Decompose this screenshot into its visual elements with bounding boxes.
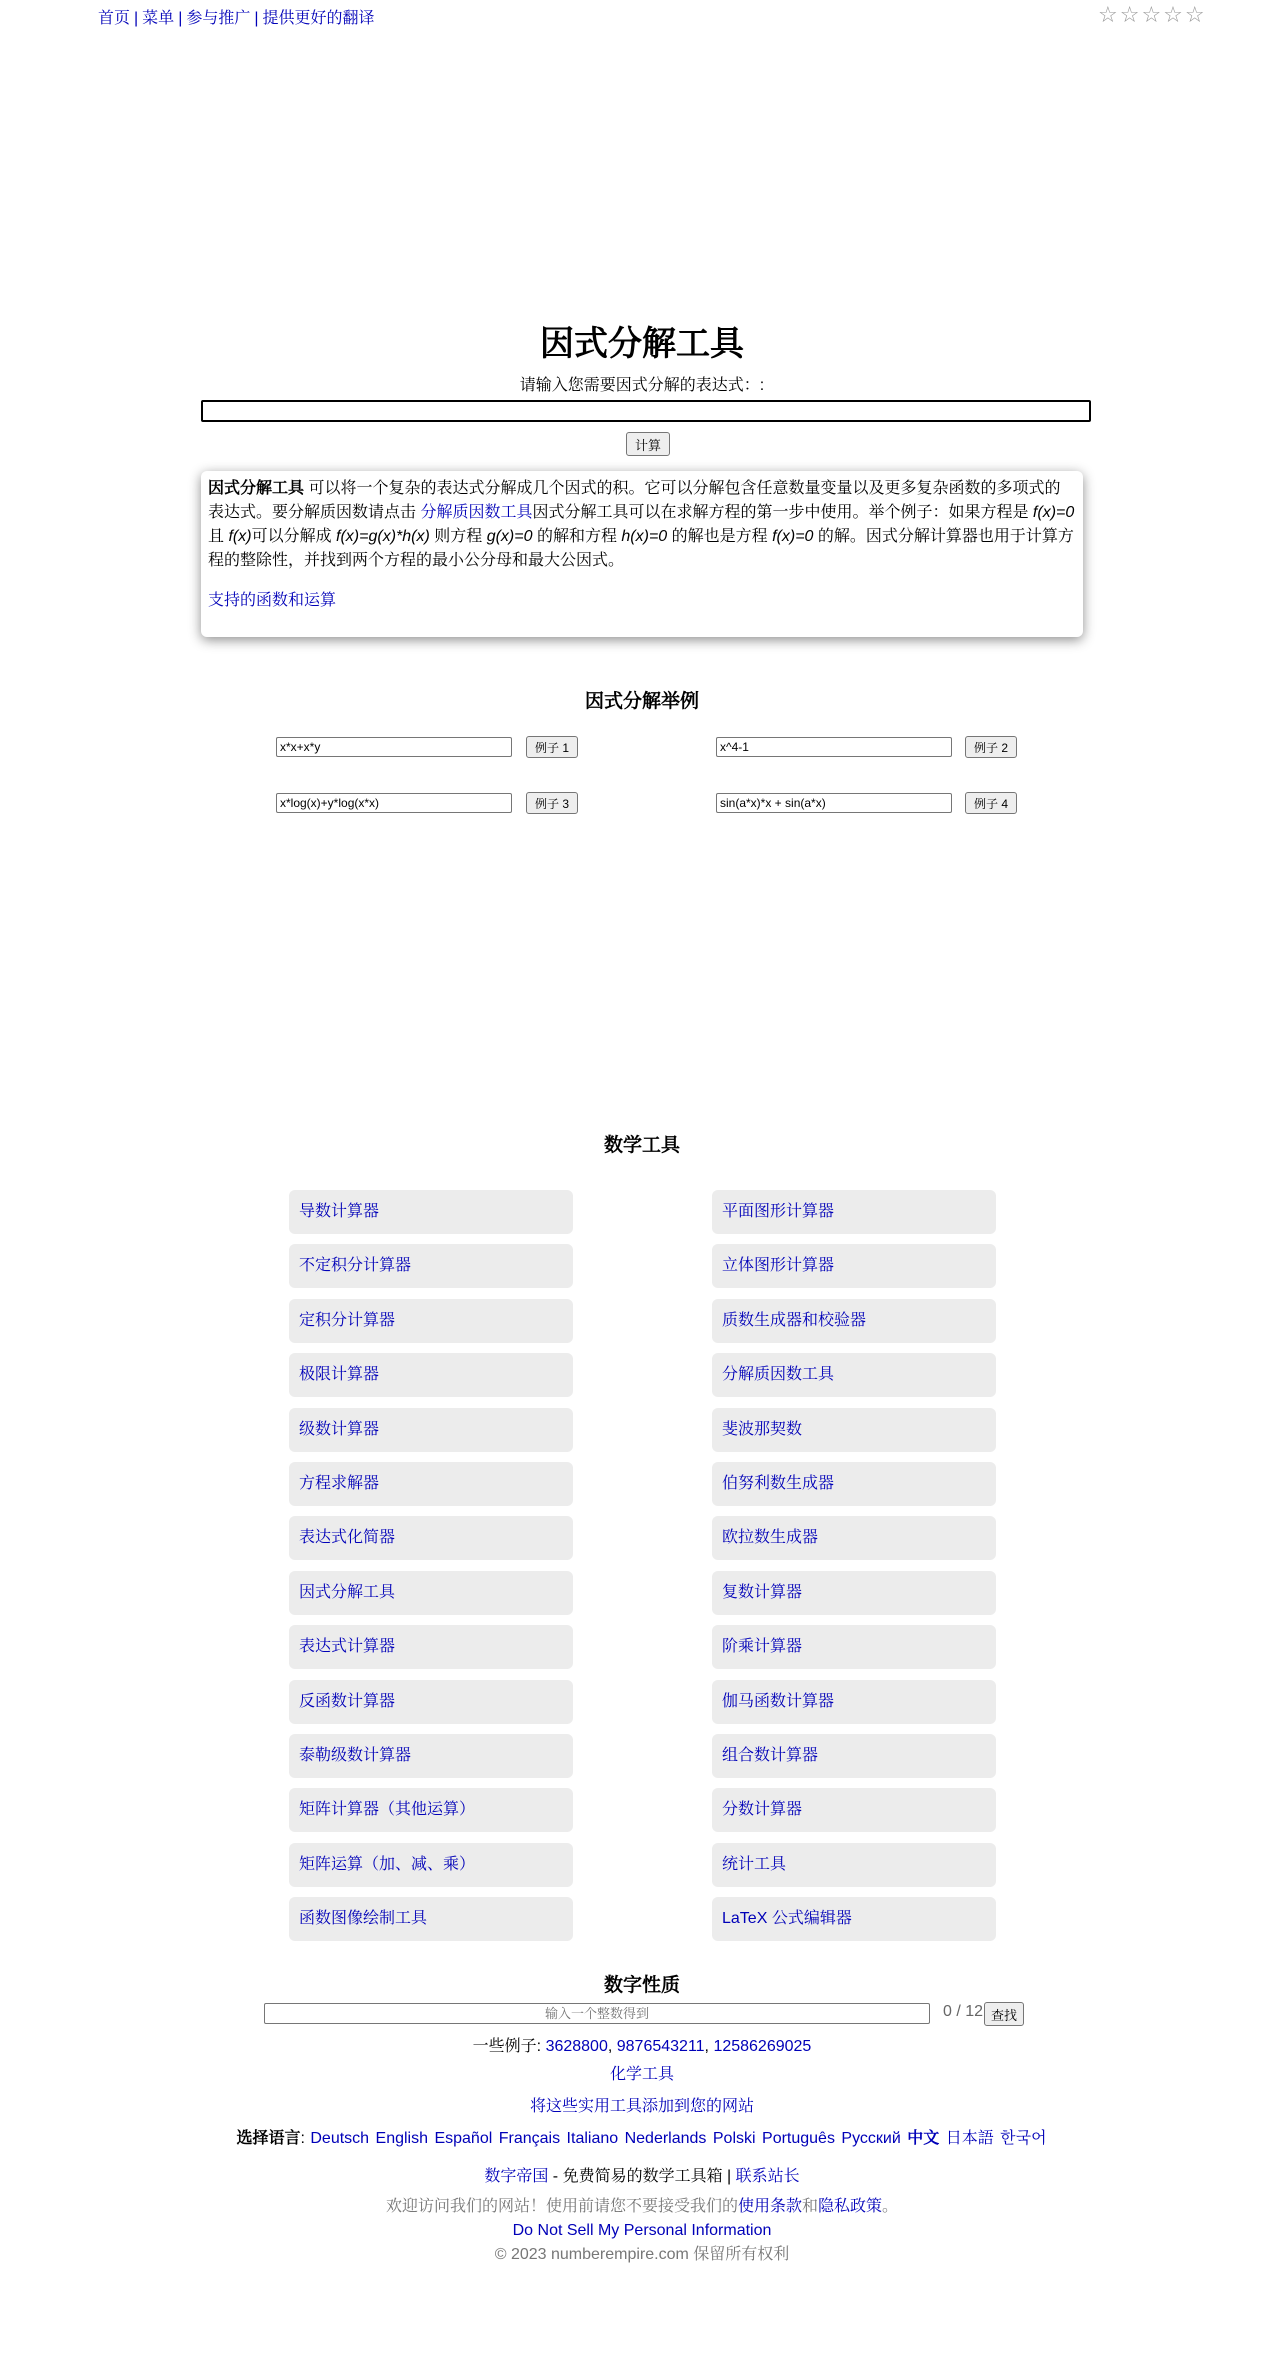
language-link[interactable]: Русский bbox=[841, 2130, 901, 2147]
contact-link[interactable]: 联系站长 bbox=[735, 2168, 800, 2185]
math-tool-link[interactable]: 函数图像绘制工具 bbox=[289, 1897, 573, 1941]
math-expression: g(x)=0 bbox=[486, 528, 533, 545]
math-tool-link[interactable]: 级数计算器 bbox=[289, 1408, 573, 1452]
welcome-line bbox=[0, 2196, 1284, 2218]
math-tool-link[interactable]: 表达式计算器 bbox=[289, 1625, 573, 1669]
info-text-part: 的解也是方程 bbox=[667, 528, 773, 545]
nav-menu-link[interactable]: 菜单 bbox=[142, 10, 175, 27]
supported-functions-link[interactable]: 支持的函数和运算 bbox=[208, 592, 337, 609]
math-expression: f(x)=0 bbox=[1032, 504, 1075, 521]
example-button-3[interactable]: 例子 3 bbox=[526, 792, 578, 814]
math-tool-link[interactable]: 分数计算器 bbox=[712, 1788, 996, 1832]
dnsmpi-line bbox=[0, 2220, 1284, 2242]
math-tool-link[interactable]: 导数计算器 bbox=[289, 1190, 573, 1234]
number-properties-heading: 数字性质 bbox=[603, 1975, 680, 1996]
integer-input[interactable] bbox=[264, 2003, 930, 2024]
calculate-button[interactable]: 计算 bbox=[626, 432, 670, 456]
math-tool-link[interactable]: 平面图形计算器 bbox=[712, 1190, 996, 1234]
language-link[interactable]: Français bbox=[498, 2130, 561, 2147]
number-example-link[interactable]: 3628800 bbox=[545, 2038, 608, 2055]
math-expression: f(x)=g(x)*h(x) bbox=[336, 528, 430, 545]
math-tool-link[interactable]: 定积分计算器 bbox=[289, 1299, 573, 1343]
math-tool-link[interactable]: 表达式化简器 bbox=[289, 1516, 573, 1560]
input-length-counter: 0 / 12 bbox=[943, 2003, 984, 2020]
language-link[interactable]: English bbox=[375, 2130, 428, 2147]
info-text-part: 因式分解工具可以在求解方程的第一步中使用。举个例子：如果方程是 bbox=[532, 504, 1033, 521]
site-tagline: - 免费简易的数学工具箱 | bbox=[548, 2168, 736, 2185]
comma-separator: , bbox=[607, 2038, 617, 2055]
language-link[interactable]: Deutsch bbox=[310, 2130, 370, 2147]
number-examples bbox=[0, 2036, 1284, 2058]
math-tool-link[interactable]: 复数计算器 bbox=[712, 1571, 996, 1615]
chemistry-tools-link[interactable]: 化学工具 bbox=[609, 2066, 674, 2083]
info-text bbox=[208, 477, 1076, 573]
math-tool-link[interactable]: 方程求解器 bbox=[289, 1462, 573, 1506]
language-link[interactable]: 中文 bbox=[907, 2130, 940, 2147]
language-link[interactable]: 日本語 bbox=[945, 2130, 994, 2147]
math-tool-link[interactable]: 反函数计算器 bbox=[289, 1680, 573, 1724]
expression-prompt: 请输入您需要因式分解的表达式：: bbox=[519, 377, 765, 394]
math-tool-link[interactable]: 阶乘计算器 bbox=[712, 1625, 996, 1669]
math-tools-heading: 数学工具 bbox=[603, 1135, 680, 1156]
and-text: 和 bbox=[801, 2198, 818, 2215]
math-tool-link[interactable]: 欧拉数生成器 bbox=[712, 1516, 996, 1560]
do-not-sell-link[interactable]: Do Not Sell My Personal Information bbox=[512, 2222, 772, 2239]
find-button[interactable]: 查找 bbox=[984, 2002, 1024, 2026]
nav-translate-link[interactable]: 提供更好的翻译 bbox=[262, 10, 375, 27]
period-text: 。 bbox=[882, 2198, 899, 2215]
info-text-part: 可以将一个复杂的表达式分解成几个因式的积。它可以分解包含任意数量变量以及更多复杂函数的多项式的表达式。要分解质因数请点击 bbox=[208, 480, 1061, 521]
math-tool-link[interactable]: 伽马函数计算器 bbox=[712, 1680, 996, 1724]
number-example-link[interactable]: 9876543211 bbox=[616, 2038, 705, 2055]
math-tool-link[interactable]: 矩阵计算器（其他运算） bbox=[289, 1788, 573, 1832]
math-tool-link[interactable]: 统计工具 bbox=[712, 1843, 996, 1887]
number-example-link[interactable]: 12586269025 bbox=[713, 2038, 812, 2055]
nav-separator: | bbox=[254, 10, 259, 27]
math-tool-link[interactable]: LaTeX 公式编辑器 bbox=[712, 1897, 996, 1941]
colon: : bbox=[300, 2130, 305, 2147]
math-tool-link[interactable]: 伯努利数生成器 bbox=[712, 1462, 996, 1506]
info-text-part: 的解。因式分解计算器也用于计算方程的整除性，并找到两个方程的最小公分母和最大公因式。 bbox=[208, 528, 1074, 569]
add-tools-line bbox=[0, 2096, 1284, 2118]
example-input-3[interactable] bbox=[276, 793, 512, 813]
math-tool-link[interactable]: 因式分解工具 bbox=[289, 1571, 573, 1615]
site-info-line bbox=[0, 2166, 1284, 2188]
add-tools-link[interactable]: 将这些实用工具添加到您的网站 bbox=[529, 2098, 754, 2115]
prime-factorization-link[interactable]: 分解质因数工具 bbox=[420, 504, 533, 521]
comma-separator: , bbox=[704, 2038, 714, 2055]
nav-home-link[interactable]: 首页 bbox=[98, 10, 131, 27]
nav-promote-link[interactable]: 参与推广 bbox=[186, 10, 251, 27]
info-text-part: 的解和方程 bbox=[532, 528, 622, 545]
info-panel bbox=[201, 471, 1083, 637]
math-tool-link[interactable]: 不定积分计算器 bbox=[289, 1244, 573, 1288]
info-bold-term: 因式分解工具 bbox=[208, 480, 305, 497]
math-tool-link[interactable]: 极限计算器 bbox=[289, 1353, 573, 1397]
math-tool-link[interactable]: 质数生成器和校验器 bbox=[712, 1299, 996, 1343]
math-tool-link[interactable]: 泰勒级数计算器 bbox=[289, 1734, 573, 1778]
language-link[interactable]: Español bbox=[434, 2130, 493, 2147]
example-input-4[interactable] bbox=[716, 793, 952, 813]
number-examples-label: 一些例子: bbox=[472, 2038, 546, 2055]
chem-tools-line bbox=[0, 2064, 1284, 2086]
nav-separator: | bbox=[134, 10, 139, 27]
math-expression: h(x)=0 bbox=[621, 528, 668, 545]
language-label: 选择语言 bbox=[236, 2130, 301, 2147]
language-link[interactable]: 한국어 bbox=[1000, 2130, 1047, 2147]
site-home-link[interactable]: 数字帝国 bbox=[484, 2168, 549, 2185]
language-link[interactable]: Nederlands bbox=[624, 2130, 707, 2147]
welcome-text: 欢迎访问我们的网站！使用前请您不要接受我们的 bbox=[385, 2198, 738, 2215]
page-title: 因式分解工具 bbox=[540, 325, 744, 363]
rating-stars[interactable]: ☆☆☆☆☆ bbox=[1098, 2, 1207, 27]
info-text-part: 且 bbox=[208, 528, 229, 545]
example-button-1[interactable]: 例子 1 bbox=[526, 736, 578, 758]
language-link[interactable]: Italiano bbox=[566, 2130, 619, 2147]
terms-link[interactable]: 使用条款 bbox=[737, 2198, 802, 2215]
language-link[interactable]: Português bbox=[762, 2130, 835, 2147]
nav-separator: | bbox=[178, 10, 183, 27]
math-expression: f(x)=0 bbox=[772, 528, 814, 545]
info-text-part: 则方程 bbox=[429, 528, 487, 545]
copyright: © 2023 numberempire.com 保留所有权利 bbox=[494, 2246, 790, 2263]
info-text-part: 可以分解成 bbox=[251, 528, 337, 545]
expression-input[interactable] bbox=[201, 400, 1091, 422]
math-tool-link[interactable]: 矩阵运算（加、减、乘） bbox=[289, 1843, 573, 1887]
language-selector bbox=[0, 2128, 1284, 2150]
math-tool-link[interactable]: 立体图形计算器 bbox=[712, 1244, 996, 1288]
language-link[interactable]: Polski bbox=[712, 2130, 756, 2147]
example-button-2[interactable]: 例子 2 bbox=[965, 736, 1017, 758]
math-tool-link[interactable]: 斐波那契数 bbox=[712, 1408, 996, 1452]
example-input-2[interactable] bbox=[716, 737, 952, 757]
example-input-1[interactable] bbox=[276, 737, 512, 757]
privacy-link[interactable]: 隐私政策 bbox=[818, 2198, 883, 2215]
example-button-4[interactable]: 例子 4 bbox=[965, 792, 1017, 814]
math-tool-link[interactable]: 分解质因数工具 bbox=[712, 1353, 996, 1397]
examples-heading: 因式分解举例 bbox=[584, 691, 699, 712]
top-nav bbox=[98, 8, 375, 30]
math-tool-link[interactable]: 组合数计算器 bbox=[712, 1734, 996, 1778]
math-expression: f(x) bbox=[228, 528, 252, 545]
